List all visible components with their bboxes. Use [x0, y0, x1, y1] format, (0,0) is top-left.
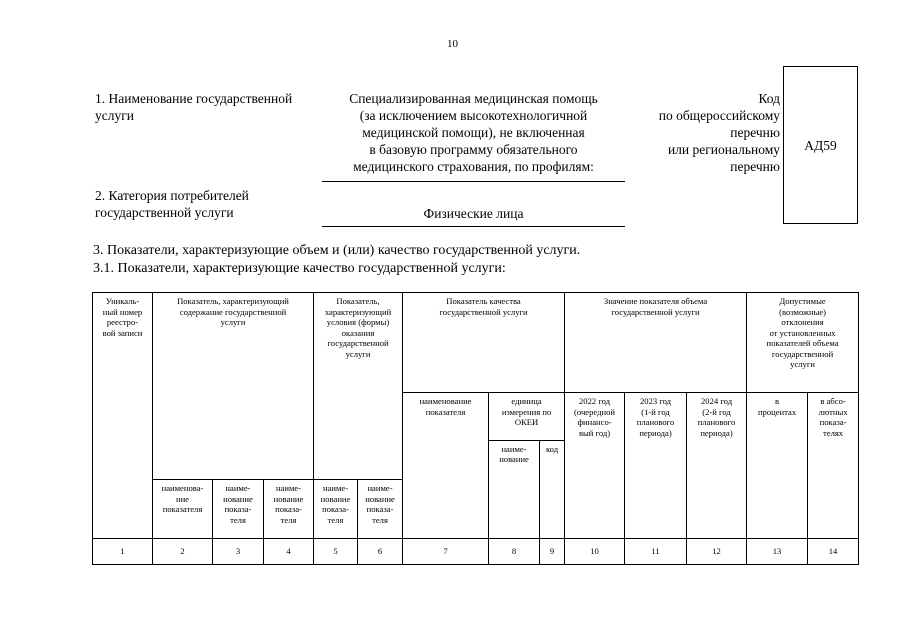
column-number: 10 — [565, 539, 625, 565]
header-indicator-name: наименование показателя — [403, 393, 489, 539]
header-year-2022: 2022 год (очередной финансо- вый год) — [565, 393, 625, 539]
header-unique-number: Уникаль- ный номер реестро- вой записи — [93, 293, 153, 539]
header-unit-code: код — [540, 440, 565, 538]
header-conditions-name-2: наиме- нование показа- теля — [358, 480, 403, 539]
column-number: 8 — [489, 539, 540, 565]
service-name-underline — [322, 181, 625, 182]
consumer-category-value: Физические лица — [423, 206, 524, 221]
header-conditions-indicator: Показатель, характеризующий условия (формы) оказания государственной услуги — [314, 293, 403, 480]
consumer-category-label: 2. Категория потребителей государственной услуги — [95, 188, 249, 220]
column-number: 14 — [808, 539, 859, 565]
header-unit-okei: единица измерения по ОКЕИ — [489, 393, 565, 441]
header-value-indicator: Значение показателя объема государственной услуги — [565, 293, 747, 393]
header-content-name-2: наиме- нование показа- теля — [213, 480, 264, 539]
header-unit-name: наиме- нование — [489, 440, 540, 538]
code-value: АД59 — [804, 138, 837, 153]
section-3-heading: 3. Показатели, характеризующие объем и (или) качество государственной услуги. — [93, 243, 581, 258]
header-year-2023: 2023 год (1-й год планового периода) — [625, 393, 687, 539]
consumer-category-underline — [322, 226, 625, 227]
header-quality-indicator: Показатель качества государственной услуги — [403, 293, 565, 393]
column-number: 12 — [687, 539, 747, 565]
page-number: 10 — [447, 38, 458, 50]
column-number: 9 — [540, 539, 565, 565]
column-number: 6 — [358, 539, 403, 565]
header-conditions-name-1: наиме- нование показа- теля — [314, 480, 358, 539]
header-content-indicator: Показатель, характеризующий содержание государственной услуги — [153, 293, 314, 480]
header-percent: в процентах — [747, 393, 808, 539]
column-number: 5 — [314, 539, 358, 565]
column-number: 7 — [403, 539, 489, 565]
column-number: 4 — [264, 539, 314, 565]
column-number: 1 — [93, 539, 153, 565]
code-label: Код по общероссийскому перечню или региональному перечню — [658, 91, 780, 174]
service-name-value: Специализированная медицинская помощь (за исключением высокотехнологичной медицинской помощи), не включенная в базовую программу обязательного медицинского страхования, по профилям: — [349, 91, 598, 174]
section-3-1-heading: 3.1. Показатели, характеризующие качество государственной услуги: — [93, 261, 506, 276]
header-content-name-3: наиме- нование показа- теля — [264, 480, 314, 539]
column-number: 2 — [153, 539, 213, 565]
column-number: 3 — [213, 539, 264, 565]
header-content-name-1: наименова- ние показателя — [153, 480, 213, 539]
header-absolute: в абсо- лютных показа- телях — [808, 393, 859, 539]
header-deviations: Допустимые (возможные) отклонения от установленных показателей объема государственной услуги — [747, 293, 859, 393]
header-year-2024: 2024 год (2-й год планового периода) — [687, 393, 747, 539]
column-number: 13 — [747, 539, 808, 565]
column-number: 11 — [625, 539, 687, 565]
service-name-label: 1. Наименование государственной услуги — [95, 91, 293, 123]
quality-indicators-table — [92, 292, 859, 565]
